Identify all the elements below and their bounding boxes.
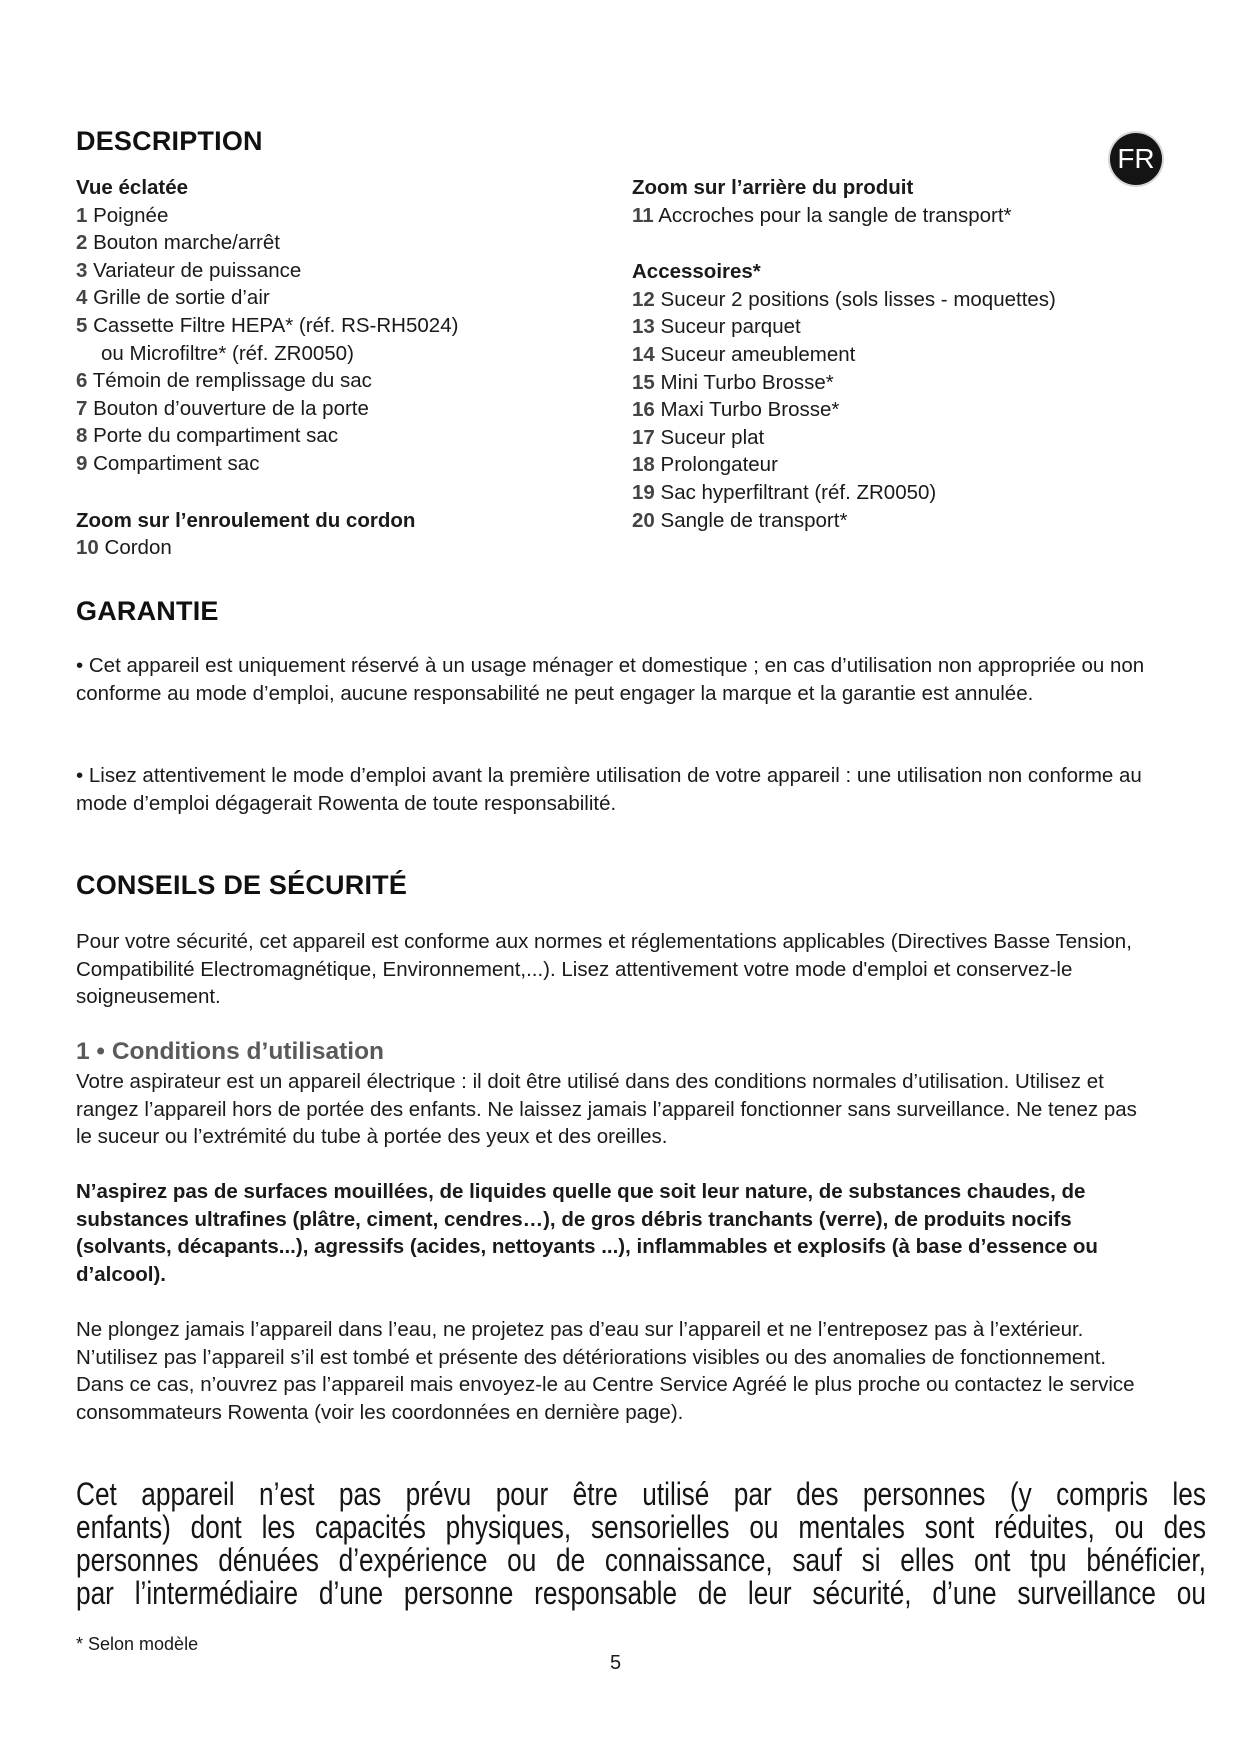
capacity-warning-line: personnes dénuées d’expérience ou de connaissance, sauf si elles ont tpu bénéficier, bbox=[76, 1542, 1206, 1578]
accessories-list bbox=[632, 286, 1192, 534]
garantie-paragraph-1: • Cet appareil est uniquement réservé à un usage ménager et domestique ; en cas d’utilisation non appropriée ou non conforme au mode d’emploi, aucune responsabilité ne peut engager la marque et la garantie est annulée. bbox=[76, 654, 1145, 705]
list-item: 7 Bouton d’ouverture de la porte bbox=[76, 396, 369, 420]
list-item: 5 Cassette Filtre HEPA* (réf. RS-RH5024) bbox=[76, 313, 459, 337]
garantie-heading: GARANTIE bbox=[76, 596, 219, 626]
list-item: 18 Prolongateur bbox=[632, 453, 778, 477]
capacity-warning-line: par l’intermédiaire d’une personne responsable de leur sécurité, d’une surveillance ou bbox=[76, 1575, 1206, 1611]
capacity-warning-line: Cet appareil n’est pas prévu pour être utilisé par des personnes (y compris les bbox=[76, 1476, 1206, 1512]
exploded-view-title: Vue éclatée bbox=[76, 176, 189, 199]
list-item: 17 Suceur plat bbox=[632, 425, 765, 449]
description-heading: DESCRIPTION bbox=[76, 126, 263, 156]
footnote: * Selon modèle bbox=[76, 1634, 199, 1654]
exploded-view-list bbox=[76, 202, 616, 478]
list-item: 10 Cordon bbox=[76, 536, 172, 560]
water-warning: Ne plongez jamais l’appareil dans l’eau, ne projetez pas d’eau sur l’appareil et ne l’entreposez pas à l’extérieur. N’utilisez pas l’appareil s’il est tombé et présente des détériorations visibles ou des anomalies de fonctionnement. Dans ce cas, n’ouvrez pas l’appareil mais envoyez-le au Centre Service Agréé le plus proche ou contactez le service consommateurs Rowenta (voir les coordonnées en dernière page). bbox=[76, 1318, 1135, 1424]
language-badge: FR bbox=[1110, 133, 1162, 185]
description-right-column bbox=[632, 174, 1192, 534]
garantie-paragraph-2: • Lisez attentivement le mode d’emploi avant la première utilisation de votre appareil : une utilisation non conforme au mode d’emploi dégagerait Rowenta de toute responsabilité. bbox=[76, 764, 1142, 815]
list-item: 15 Mini Turbo Brosse* bbox=[632, 370, 834, 394]
list-item: 16 Maxi Turbo Brosse* bbox=[632, 398, 840, 422]
list-item: 19 Sac hyperfiltrant (réf. ZR0050) bbox=[632, 480, 937, 504]
page-number: 5 bbox=[610, 1652, 622, 1674]
list-item: 8 Porte du compartiment sac bbox=[76, 424, 339, 448]
capacity-warning-line: enfants) dont les capacités physiques, sensorielles ou mentales sont réduites, ou des bbox=[76, 1509, 1206, 1545]
list-item: 6 Témoin de remplissage du sac bbox=[76, 369, 372, 393]
description-left-column bbox=[76, 174, 616, 562]
list-item: 14 Suceur ameublement bbox=[632, 342, 856, 366]
capacity-warning bbox=[76, 1476, 1206, 1611]
list-item: 12 Suceur 2 positions (sols lisses - moquettes) bbox=[632, 287, 1056, 311]
accessories-title: Accessoires* bbox=[632, 260, 761, 284]
list-item: 4 Grille de sortie d’air bbox=[76, 286, 270, 310]
securite-intro: Pour votre sécurité, cet appareil est conforme aux normes et réglementations applicables (Directives Basse Tension, Compatibilité Electromagnétique, Environnement,...). Lisez attentivement votre mode d'emploi et conservez-le soigneusement. bbox=[76, 930, 1132, 1009]
list-item: 13 Suceur parquet bbox=[632, 315, 801, 339]
cord-zoom-title: Zoom sur l’enroulement du cordon bbox=[76, 508, 416, 532]
conditions-paragraph: Votre aspirateur est un appareil électrique : il doit être utilisé dans des conditions normales d’utilisation. Utilisez et rangez l’appareil hors de portée des enfants. Ne laissez jamais l’appareil fonctionner sans surveillance. Ne tenez pas le suceur ou l’extrémité du tube à portée des yeux et des oreilles. bbox=[76, 1070, 1137, 1149]
securite-heading: CONSEILS DE SÉCURITÉ bbox=[76, 870, 408, 900]
rear-zoom-title: Zoom sur l’arrière du produit bbox=[632, 176, 914, 199]
list-item: 1 Poignée bbox=[76, 203, 169, 227]
list-item: 3 Variateur de puissance bbox=[76, 258, 302, 282]
list-item: 2 Bouton marche/arrêt bbox=[76, 231, 280, 255]
list-item: 11 Accroches pour la sangle de transport* bbox=[632, 203, 1012, 227]
conditions-warning: N’aspirez pas de surfaces mouillées, de liquides quelle que soit leur nature, de substances chaudes, de substances ultrafines (plâtre, ciment, cendres…), de gros débris tranchants (verre), de produits nocifs (solvants, décapants...), agressifs (acides, nettoyants ...), inflammables et explosifs (à base d’essence ou d’alcool). bbox=[76, 1180, 1098, 1286]
list-item: 9 Compartiment sac bbox=[76, 451, 260, 475]
list-item: 20 Sangle de transport* bbox=[632, 508, 848, 532]
list-item: ou Microfiltre* (réf. ZR0050) bbox=[101, 341, 354, 365]
conditions-heading: 1 • Conditions d’utilisation bbox=[76, 1038, 385, 1065]
